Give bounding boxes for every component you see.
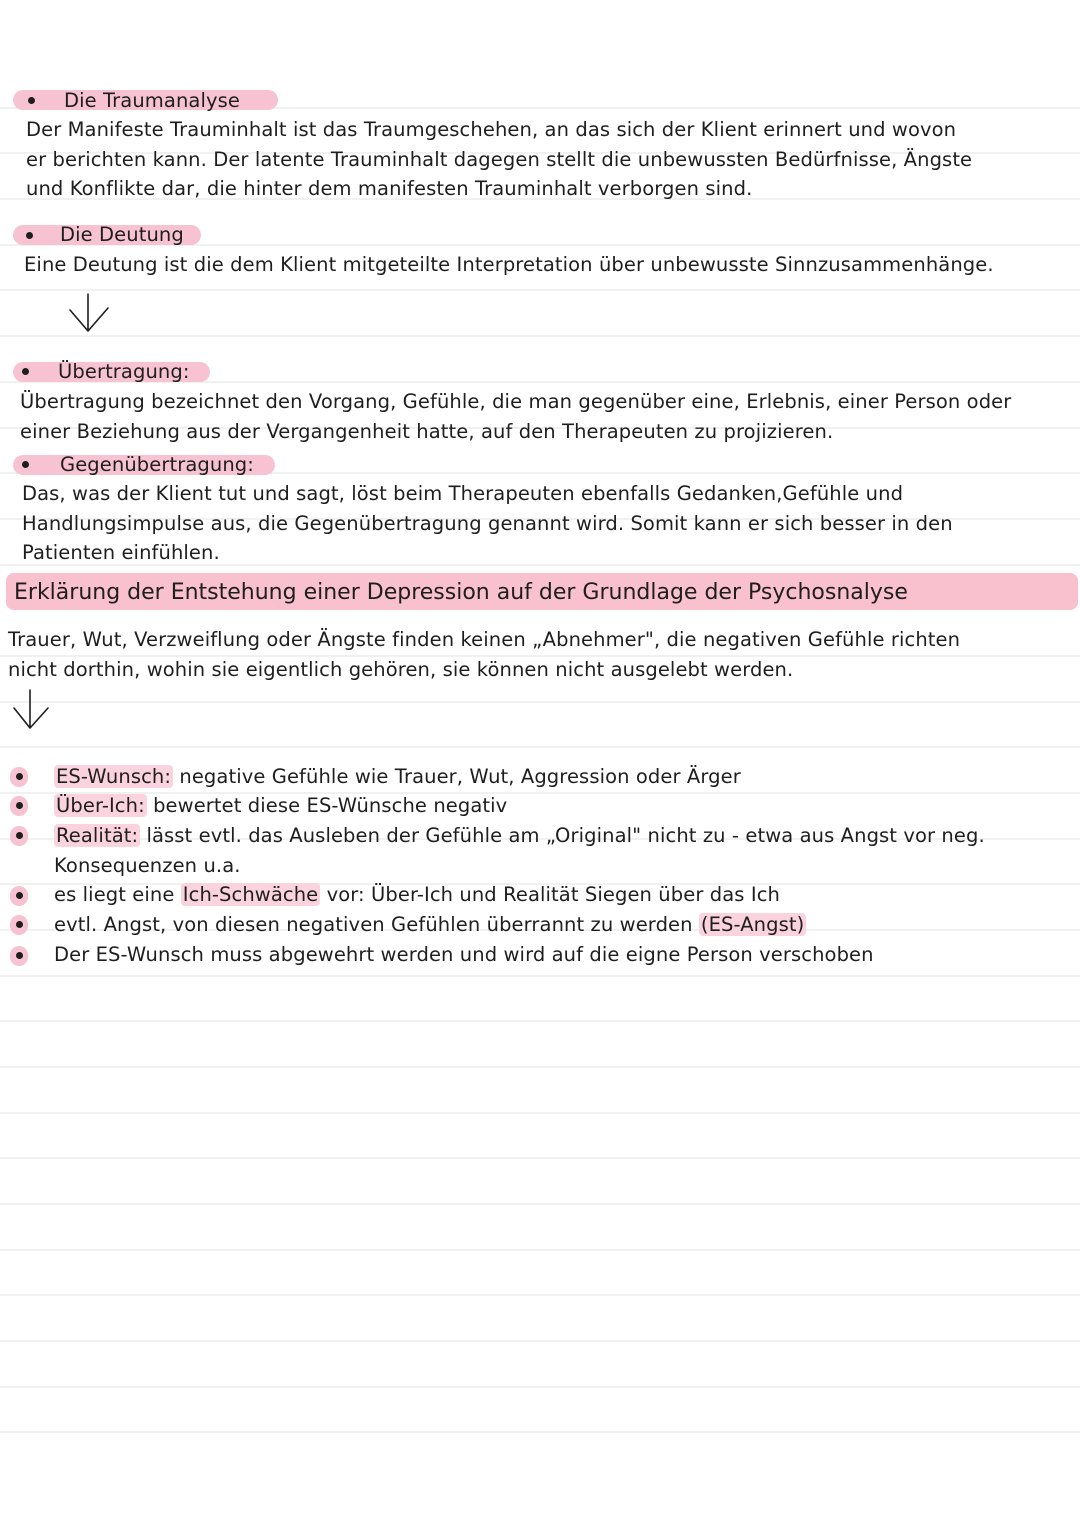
bullet-dot bbox=[22, 368, 29, 375]
section-title-traumanalyse: Die Traumanalyse bbox=[64, 89, 240, 112]
bullet-dot bbox=[16, 832, 23, 839]
bullet-text: negative Gefühle wie Trauer, Wut, Aggression oder Ärger bbox=[173, 765, 741, 788]
section-title-gegenuebertragung: Gegenübertragung: bbox=[60, 453, 254, 476]
bullet-dot bbox=[28, 97, 35, 104]
text-line: Das, was der Klient tut und sagt, löst beim Therapeuten ebenfalls Gedanken,Gefühle und bbox=[22, 482, 904, 505]
term-ich-schwaeche: Ich-Schwäche bbox=[182, 883, 319, 906]
bullet-dot bbox=[16, 892, 23, 899]
arrow-down-icon bbox=[66, 290, 112, 336]
bullet-abwehr: Der ES-Wunsch muss abgewehrt werden und wird auf die eigne Person verschoben bbox=[54, 943, 874, 966]
bullet-realitaet bbox=[54, 823, 985, 849]
text-line: Konsequenzen u.a. bbox=[54, 854, 241, 877]
text-line: einer Beziehung aus der Vergangenheit hatte, auf den Therapeuten zu projizieren. bbox=[20, 420, 834, 443]
bullet-text: lässt evtl. das Ausleben der Gefühle am „Original" nicht zu - etwa aus Angst vor neg. bbox=[140, 824, 985, 847]
text-line: er berichten kann. Der latente Trauminhalt dagegen stellt die unbewussten Bedürfnisse, Ängste bbox=[26, 148, 973, 171]
text-line: und Konflikte dar, die hinter dem manifesten Trauminhalt verborgen sind. bbox=[26, 177, 753, 200]
bullet-es-angst bbox=[54, 912, 806, 938]
bullet-dot bbox=[16, 952, 23, 959]
section-title-uebertragung: Übertragung: bbox=[58, 360, 190, 383]
bullet-dot bbox=[26, 232, 33, 239]
term-es-angst: (ES-Angst) bbox=[700, 913, 805, 936]
bullet-dot bbox=[16, 802, 23, 809]
arrow-down-icon bbox=[8, 684, 54, 734]
term-es-wunsch: ES-Wunsch: bbox=[56, 765, 172, 788]
text-line: Trauer, Wut, Verzweiflung oder Ängste finden keinen „Abnehmer", die negativen Gefühle richten bbox=[8, 628, 961, 651]
bullet-es-wunsch bbox=[54, 764, 741, 790]
text-line: Patienten einfühlen. bbox=[22, 541, 220, 564]
term-realitaet: Realität: bbox=[56, 824, 139, 847]
bullet-text: es liegt eine bbox=[54, 883, 181, 906]
bullet-dot bbox=[16, 773, 23, 780]
text-line: Handlungsimpulse aus, die Gegenübertragung genannt wird. Somit kann er sich besser in den bbox=[22, 512, 953, 535]
bullet-dot bbox=[16, 921, 23, 928]
bullet-dot bbox=[22, 461, 29, 468]
bullet-text: evtl. Angst, von diesen negativen Gefühlen überrannt zu werden bbox=[54, 913, 699, 936]
bullet-text: bewertet diese ES-Wünsche negativ bbox=[146, 794, 508, 817]
section-title-deutung: Die Deutung bbox=[60, 223, 184, 246]
text-line: Eine Deutung ist die dem Klient mitgeteilte Interpretation über unbewusste Sinnzusammenhänge. bbox=[24, 253, 994, 276]
term-ueber-ich: Über-Ich: bbox=[56, 794, 145, 817]
text-line: Der Manifeste Trauminhalt ist das Traumgeschehen, an das sich der Klient erinnert und wovon bbox=[26, 118, 957, 141]
bullet-ueber-ich bbox=[54, 793, 507, 819]
text-line: nicht dorthin, wohin sie eigentlich gehören, sie können nicht ausgelebt werden. bbox=[8, 658, 794, 681]
bullet-text: vor: Über-Ich und Realität Siegen über das Ich bbox=[320, 883, 780, 906]
bullet-ich-schwaeche bbox=[54, 882, 780, 908]
text-line: Übertragung bezeichnet den Vorgang, Gefühle, die man gegenüber eine, Erlebnis, einer Person oder bbox=[20, 390, 1012, 413]
section-heading: Erklärung der Entstehung einer Depression auf der Grundlage der Psychosnalyse bbox=[14, 580, 908, 605]
